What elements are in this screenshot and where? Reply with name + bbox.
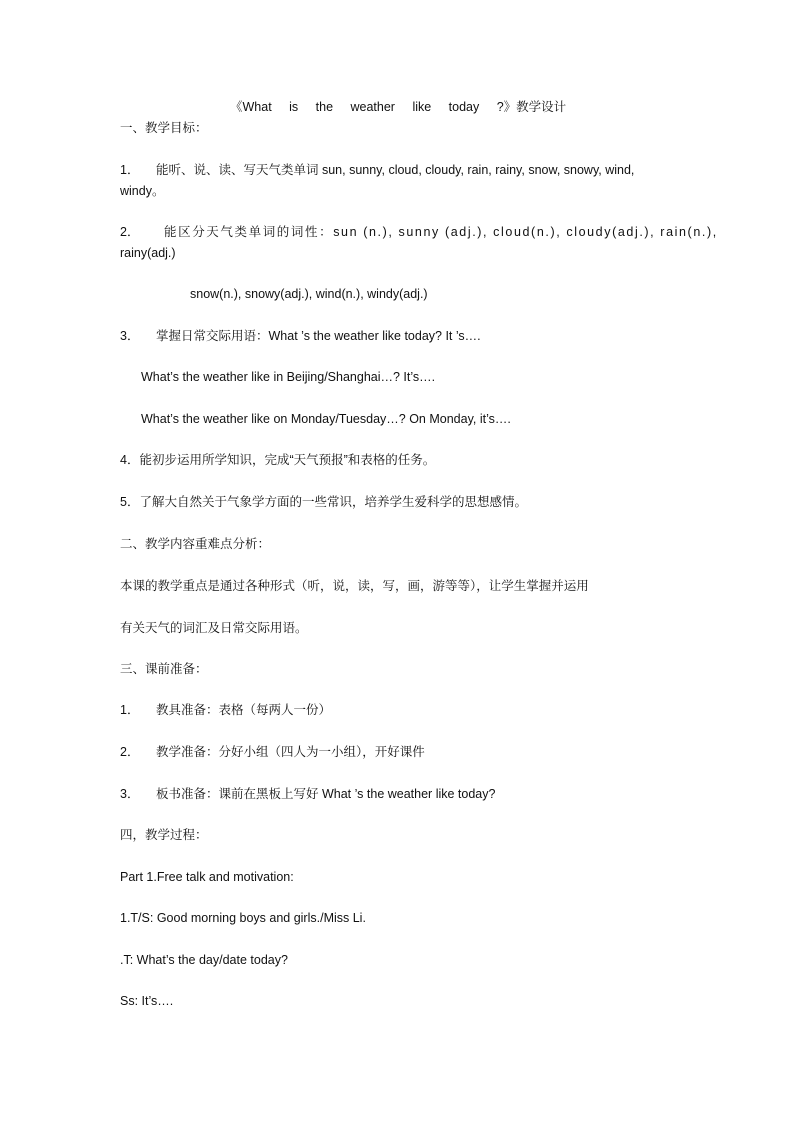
goal-1-text: 能听、说、读、写天气类单词 sun, sunny, cloud, cloudy, rain, rainy, snow, snowy, wind, <box>156 163 635 177</box>
section-heading-analysis: 二、教学内容重难点分析： <box>120 537 271 551</box>
prep-1-text: 教具准备：表格（每两人一份） <box>156 703 332 717</box>
process-line-3: Ss: It’s…. <box>120 994 174 1008</box>
prep-2-number: 2． <box>120 745 140 759</box>
prep-2 <box>120 744 425 760</box>
prep-3-text: 板书准备：课前在黑板上写好 What ’s the weather like today? <box>156 787 496 801</box>
process-part-1: Part 1.Free talk and motivation: <box>120 870 294 884</box>
section-heading-process: 四，教学过程： <box>120 828 208 842</box>
goal-2-continuation: rainy(adj.) <box>120 246 176 260</box>
goal-3-sub-2: What’s the weather like on Monday/Tuesday…? On Monday, it’s…. <box>141 412 511 426</box>
process-line-1: 1.T/S: Good morning boys and girls./Miss Li. <box>120 911 366 925</box>
goal-2-text: 能区分天气类单词的词性：sun (n.), sunny (adj.), cloud(n.), cloudy(adj.), rain(n.), <box>164 225 718 239</box>
goal-3 <box>120 328 481 344</box>
analysis-line-1: 本课的教学重点是通过各种形式（听，说，读，写，画，游等等），让学生掌握并运用 <box>120 579 589 593</box>
document-title: 《What is the weather like today ?》教学设计 <box>230 100 567 114</box>
goal-2-number: 2． <box>120 225 140 239</box>
goal-2-sub: snow(n.), snowy(adj.), wind(n.), windy(adj.) <box>190 287 428 301</box>
prep-1-number: 1． <box>120 703 140 717</box>
prep-1 <box>120 702 331 718</box>
goal-3-sub-1: What’s the weather like in Beijing/Shanghai…? It’s…. <box>141 370 436 384</box>
goal-1 <box>120 162 634 178</box>
goal-2 <box>120 224 718 240</box>
goal-3-number: 3． <box>120 329 140 343</box>
goal-4: 4．能初步运用所学知识，完成“天气预报”和表格的任务。 <box>120 453 436 467</box>
analysis-line-2: 有关天气的词汇及日常交际用语。 <box>120 621 308 635</box>
prep-3-number: 3． <box>120 787 140 801</box>
goal-3-text: 掌握日常交际用语：What ’s the weather like today? It ’s…. <box>156 329 481 343</box>
prep-3 <box>120 786 495 802</box>
goal-1-continuation: windy。 <box>120 184 165 198</box>
goal-1-number: 1． <box>120 163 140 177</box>
section-heading-prep: 三、课前准备： <box>120 662 208 676</box>
goal-5: 5．了解大自然关于气象学方面的一些常识，培养学生爱科学的思想感情。 <box>120 495 527 509</box>
prep-2-text: 教学准备：分好小组（四人为一小组），开好课件 <box>156 745 425 759</box>
process-line-2: .T: What’s the day/date today? <box>120 953 288 967</box>
section-heading-goals: 一、教学目标： <box>120 121 208 135</box>
